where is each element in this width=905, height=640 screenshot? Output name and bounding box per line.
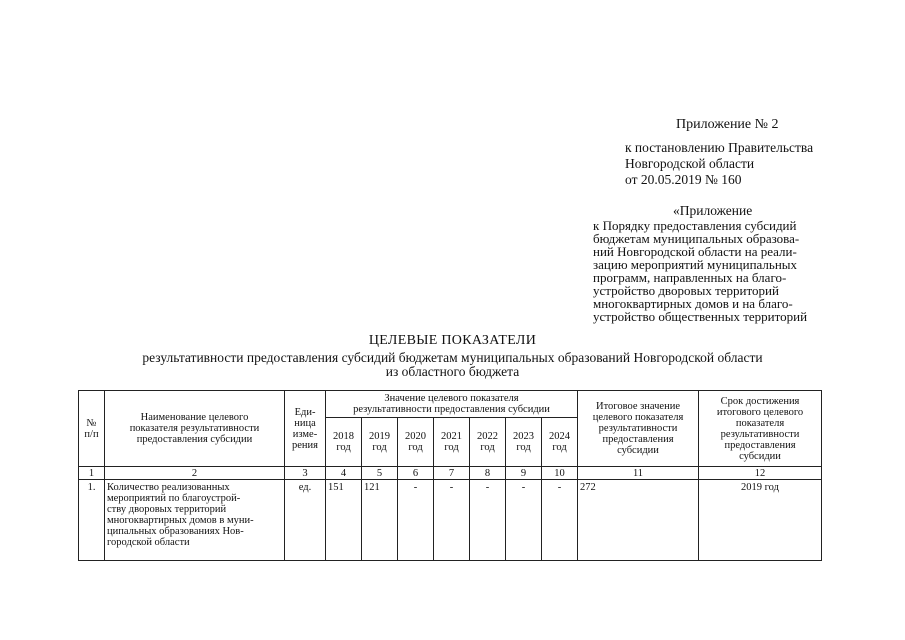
year-unit: год (480, 442, 495, 453)
header-text: результативности предоставления субсидии (353, 404, 550, 415)
column-number: 4 (326, 467, 362, 480)
year-unit: год (516, 442, 531, 453)
header-text: предоставления (602, 434, 674, 445)
header-text: субсидии (617, 445, 659, 456)
column-numbers-row (79, 467, 822, 480)
year-unit: год (372, 442, 387, 453)
subheading-line: из областного бюджета (385, 364, 520, 379)
indicators-table (78, 390, 822, 561)
appendix-line: к постановлению Правительства (625, 140, 814, 155)
year-text: 2024 (549, 431, 570, 442)
year-unit: год (336, 442, 351, 453)
appendix-line: от 20.05.2019 № 160 (625, 172, 742, 187)
header-text: показателя результативности (129, 423, 260, 434)
header-text: Значение целевого показателя (384, 393, 519, 404)
header-year-2023 (506, 418, 542, 467)
header-text: Срок достижения (720, 395, 800, 407)
column-number: 1 (79, 467, 105, 480)
year-text: 2018 (333, 431, 354, 442)
year-text: 2022 (477, 431, 498, 442)
row-name-line: мероприятий по благоустрой- (107, 493, 241, 504)
header-text: Еди- (294, 406, 316, 418)
header-text: рения (292, 439, 318, 451)
header-row (79, 391, 822, 418)
header-num (79, 391, 105, 467)
year-text: 2023 (513, 431, 534, 442)
header-text: результативности (720, 428, 800, 440)
document-subheading (120, 351, 785, 379)
header-text: п/п (84, 428, 99, 440)
year-unit: год (408, 442, 423, 453)
column-number: 10 (542, 467, 578, 480)
header-text: ница (294, 417, 316, 429)
row-deadline: 2019 год (699, 480, 822, 561)
inner-appendix-line: многоквартирных домов и на благо- (593, 296, 793, 311)
document-heading: ЦЕЛЕВЫЕ ПОКАЗАТЕЛИ (368, 333, 537, 348)
subheading-line: результативности предоставления субсидий бюджетам муниципальных образований Новгородской области (142, 350, 763, 365)
header-text: показателя (735, 417, 785, 429)
header-text: Наименование целевого (140, 412, 249, 423)
column-number: 11 (578, 467, 699, 480)
row-value-2018: 151 (326, 480, 362, 561)
year-text: 2020 (405, 431, 426, 442)
row-value-2023: - (506, 480, 542, 561)
header-text: Итоговое значение (596, 401, 680, 412)
row-value-2020: - (398, 480, 434, 561)
inner-appendix-line: устройство общественных территорий (593, 309, 808, 324)
header-year-2024 (542, 418, 578, 467)
row-unit: ед. (285, 480, 326, 561)
row-value-2019: 121 (362, 480, 398, 561)
row-total: 272 (578, 480, 699, 561)
row-name-line: ципальных образованиях Нов- (107, 526, 244, 537)
header-year-2020 (398, 418, 434, 467)
header-text: предоставления (724, 439, 796, 451)
column-number: 5 (362, 467, 398, 480)
inner-appendix-title: «Приложение (673, 203, 753, 218)
inner-appendix-line: устройство дворовых территорий (593, 283, 779, 298)
inner-appendix-line: зацию мероприятий муниципальных (593, 257, 798, 272)
appendix-line: Новгородской области (625, 156, 755, 171)
column-number: 8 (470, 467, 506, 480)
year-unit: год (552, 442, 567, 453)
column-number: 2 (105, 467, 285, 480)
row-name-line: Количество реализованных (107, 482, 230, 493)
header-text: итогового целевого (716, 406, 804, 418)
row-name-line: ству дворовых территорий (107, 504, 227, 515)
header-total (578, 391, 699, 467)
column-number: 3 (285, 467, 326, 480)
inner-appendix-line: ний Новгородской области на реали- (593, 244, 797, 259)
header-text: результативности (598, 423, 678, 434)
inner-appendix-lines (593, 219, 807, 323)
header-year-2019 (362, 418, 398, 467)
row-value-2021: - (434, 480, 470, 561)
column-number: 7 (434, 467, 470, 480)
row-value-2022: - (470, 480, 506, 561)
header-year-2018 (326, 418, 362, 467)
row-name-line: многоквартирных домов в муни- (107, 515, 254, 526)
year-text: 2019 (369, 431, 390, 442)
header-value-group (326, 391, 578, 418)
header-text: изме- (292, 428, 318, 440)
header-text: № (86, 417, 97, 429)
row-num: 1. (79, 480, 105, 561)
year-unit: год (444, 442, 459, 453)
inner-appendix-line: бюджетам муниципальных образова- (593, 231, 800, 246)
header-name (105, 391, 285, 467)
inner-appendix-line: к Порядку предоставления субсидий (593, 218, 797, 233)
header-text: целевого показателя (592, 412, 684, 423)
header-deadline (699, 391, 822, 467)
row-name (105, 480, 285, 561)
header-year-2022 (470, 418, 506, 467)
appendix-title: Приложение № 2 (676, 117, 779, 132)
header-year-2021 (434, 418, 470, 467)
header-unit (285, 391, 326, 467)
column-number: 9 (506, 467, 542, 480)
row-value-2024: - (542, 480, 578, 561)
appendix-lines (625, 140, 813, 188)
column-number: 6 (398, 467, 434, 480)
row-name-line: городской области (107, 537, 190, 548)
header-text: предоставления субсидии (136, 434, 253, 445)
table-row (79, 480, 822, 561)
year-text: 2021 (441, 431, 462, 442)
column-number: 12 (699, 467, 822, 480)
inner-appendix-line: программ, направленных на благо- (593, 270, 787, 285)
header-text: субсидии (739, 450, 781, 462)
